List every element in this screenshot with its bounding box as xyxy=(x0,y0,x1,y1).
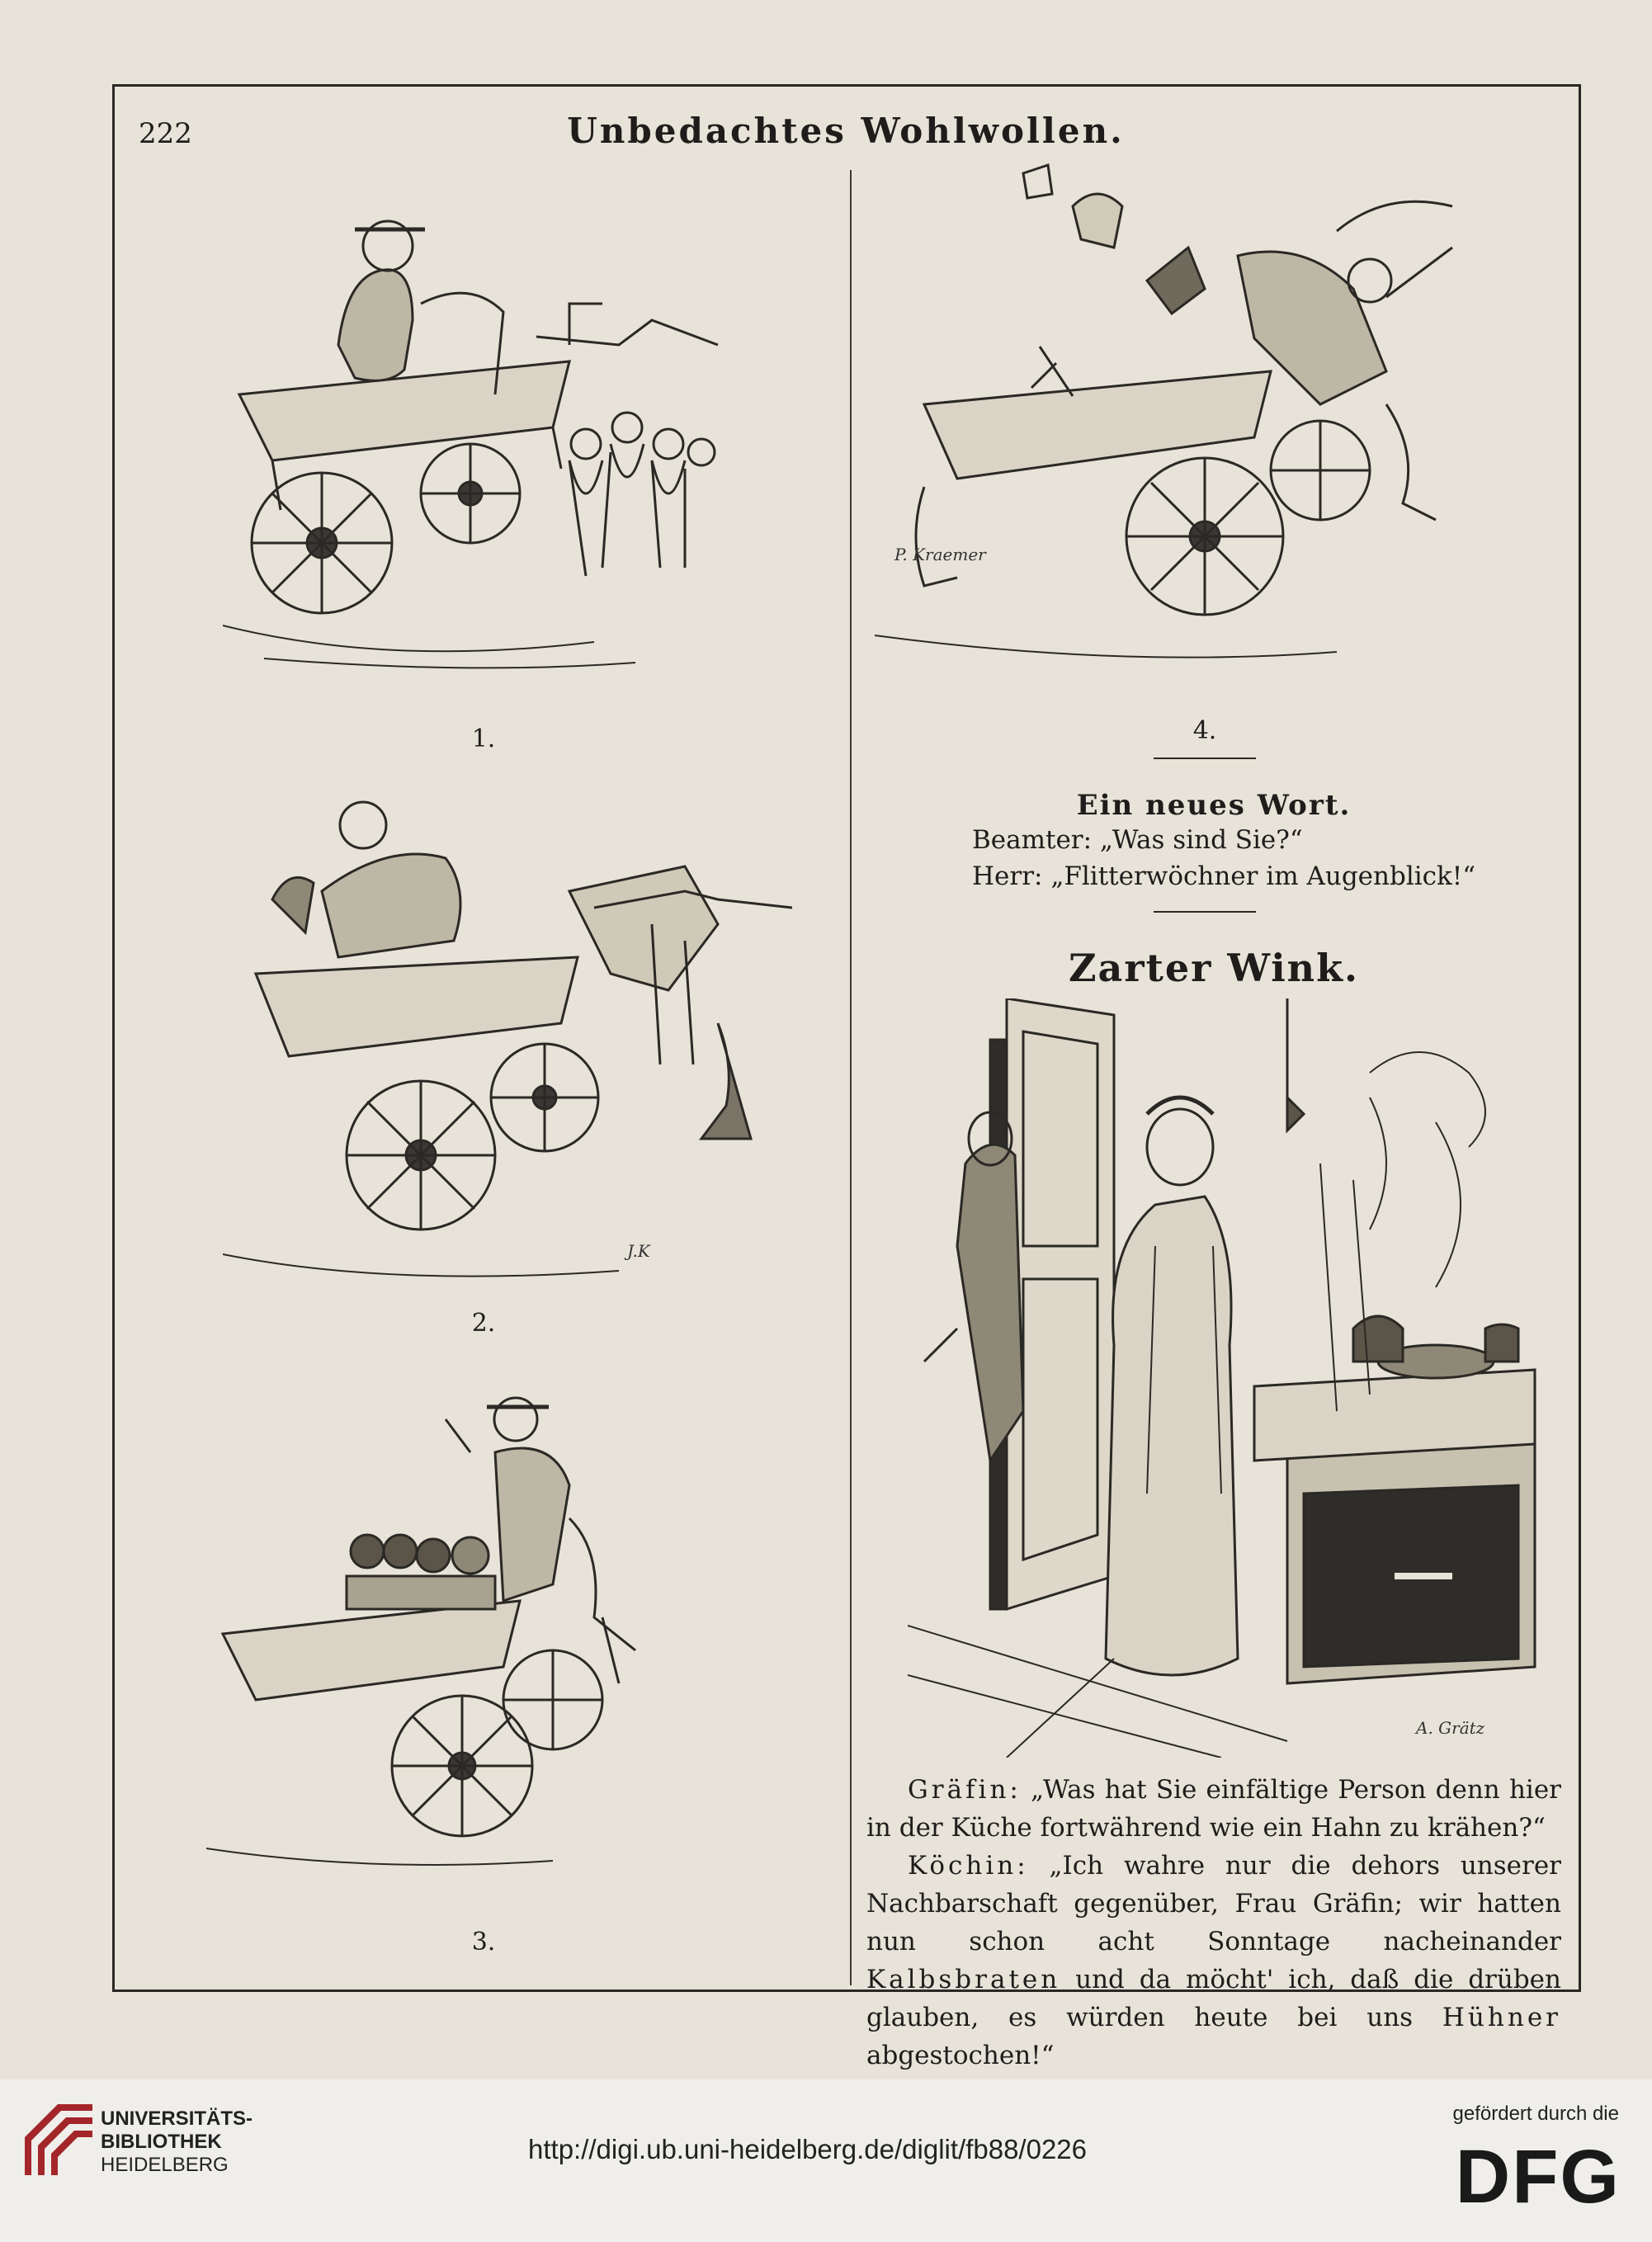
kitchen-dialogue xyxy=(866,1771,1561,2074)
signature-kitchen: A. Grätz xyxy=(1416,1718,1485,1738)
dialogue-countess xyxy=(866,1771,1561,1847)
illustration-panel-4 xyxy=(875,157,1502,677)
cook-text-a: „Ich wahre nur die dehors unserer Nachbarschaft gegenüber, Frau Gräfin; wir hatten nun schon acht Sonntage nacheinander xyxy=(866,1851,1561,1956)
permalink-url[interactable]: http://digi.ub.uni-heidelberg.de/diglit/fb88/0226 xyxy=(528,2134,1087,2164)
institution-name xyxy=(101,2107,253,2177)
institution-line-2: BIBLIOTHEK xyxy=(101,2131,222,2153)
cook-text-b: und da möcht' ich, daß die drüben glauben, es würden heute bei uns xyxy=(866,1965,1561,2032)
dfg-logo: DFG xyxy=(1455,2135,1621,2219)
illustration-panel-2 xyxy=(223,792,792,1304)
viewer-footer xyxy=(0,2079,1652,2242)
signature-panel-2: J.K xyxy=(627,1241,650,1261)
illustration-panel-1 xyxy=(223,180,784,675)
page-number: 222 xyxy=(139,117,192,150)
page-title: Unbedachtes Wohlwollen. xyxy=(567,111,1125,151)
panel-1-caption: 1. xyxy=(471,725,496,753)
section-rule xyxy=(1154,911,1256,913)
dialogue-cook xyxy=(866,1847,1561,2074)
university-library-logo-icon xyxy=(25,2104,92,2175)
institution-line-1: UNIVERSITÄTS- xyxy=(101,2107,253,2130)
illustration-panel-3 xyxy=(206,1386,668,1881)
funding-note: gefördert durch die xyxy=(1452,2103,1619,2125)
illustration-kitchen xyxy=(908,998,1551,1758)
column-divider xyxy=(850,170,852,1985)
panel-2-caption: 2. xyxy=(471,1309,496,1338)
cook-text-c: abgestochen!“ xyxy=(866,2041,1055,2070)
section-rule xyxy=(1154,758,1256,759)
panel-3-caption: 3. xyxy=(471,1928,496,1956)
panel-4-caption: 4. xyxy=(1192,716,1217,745)
heading-subtle-hint: Zarter Wink. xyxy=(1068,946,1360,990)
signature-panel-4: P. Kraemer xyxy=(894,545,986,564)
countess-text: „Was hat Sie einfältige Person denn hier in der Küche fortwährend wie ein Hahn zu krähen?“ xyxy=(866,1775,1561,1843)
speaker-cook: Köchin: xyxy=(908,1851,1029,1881)
dialogue-official: Beamter: „Was sind Sie?“ xyxy=(972,825,1303,855)
cook-emphasis-chickens: Hühner xyxy=(1442,2003,1561,2032)
cook-emphasis-veal: Kalbsbraten xyxy=(866,1965,1061,1994)
speaker-countess: Gräfin: xyxy=(908,1775,1022,1805)
heading-new-word: Ein neues Wort. xyxy=(1076,789,1352,822)
institution-line-3: HEIDELBERG xyxy=(101,2154,229,2176)
dialogue-gentleman: Herr: „Flitterwöchner im Augenblick!“ xyxy=(972,861,1476,891)
